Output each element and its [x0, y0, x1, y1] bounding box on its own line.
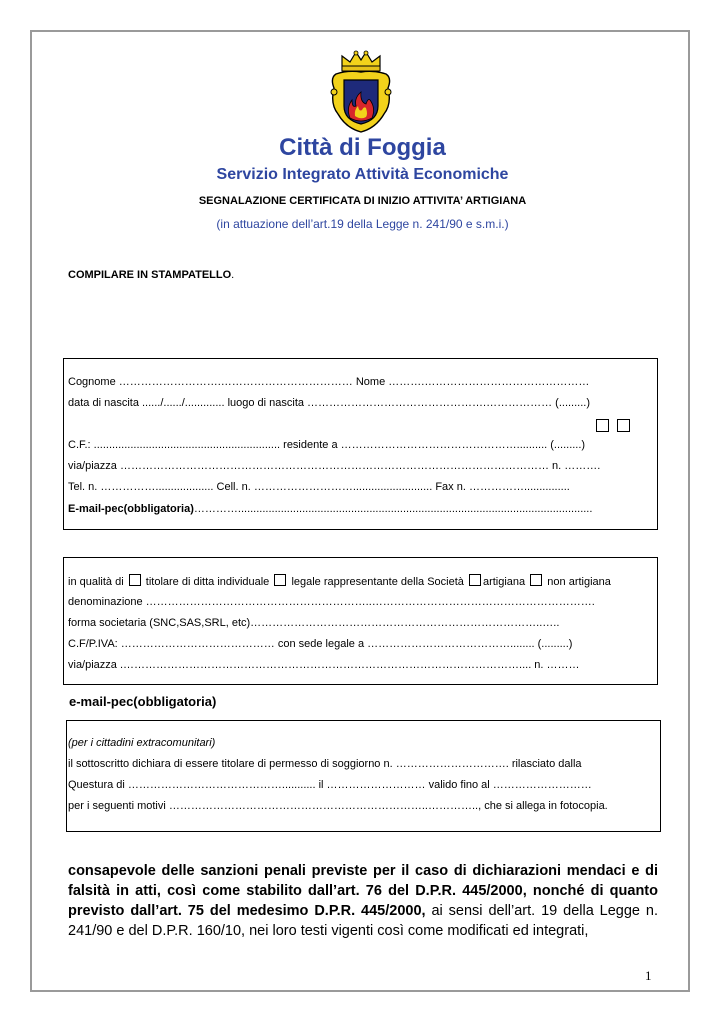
company-form-line[interactable]: forma societaria (SNC,SAS,SRL, etc)……………………………………………………………………..…..: [68, 617, 560, 629]
company-address-line[interactable]: via/piazza .……………………………………………………………………………………………….... n. ………: [68, 659, 580, 671]
form-title: SEGNALAZIONE CERTIFICATA DI INIZIO ATTIVITA’ ARTIGIANA: [198, 195, 527, 207]
capacity-line: in qualità di titolare di ditta individuale legale rappresentante della Società artigiana non artigiana: [68, 576, 611, 588]
company-name-line[interactable]: denominazione ……………………………………………………..…………………………………………………….: [68, 596, 595, 608]
page-number: 1: [645, 968, 652, 983]
police-line[interactable]: Questura di ……………………………………........... il ……………………… valido fino al ………………………: [68, 779, 592, 791]
law-subtitle: (in attuazione dell’art.19 della Legge n. 241/90 e s.m.i.): [216, 217, 509, 231]
checkbox-individual[interactable]: [129, 574, 141, 586]
tax-code-residence-line[interactable]: C.F.: ............................................................. residente a ………………………………………….......... (.........): [68, 439, 586, 451]
checkbox-1[interactable]: [596, 419, 609, 432]
reasons-line[interactable]: per i seguenti motivi ……………………………………………………………..………….., che si allega in fotocopia.: [68, 800, 608, 812]
checkbox-non-artisan[interactable]: [530, 574, 542, 586]
checkbox-legal-rep[interactable]: [274, 574, 286, 586]
checkbox-pair: [596, 418, 638, 436]
declaration-paragraph: consapevole delle sanzioni penali previste per il caso di dichiarazioni mendaci e di falsità in atti, così come stabilito dall’art. 76 del D.P.R. 445/2000, nonché di quanto previsto dall’art. 75 del medesimo D.P.R. 445/2000, ai sensi dell’art. 19 della Legge n. 241/90 e del D.P.R. 160/10, nei loro testi vigenti così come modificati ed integrati,: [68, 863, 658, 939]
fill-instruction: COMPILARE IN STAMPATELLO.: [68, 269, 235, 281]
birth-line[interactable]: data di nascita ....../....../............. luogo di nascita ………………………………………….……………… (.........): [68, 397, 591, 409]
vat-seat-line[interactable]: C.F/P.IVA: …………………………………… con sede legale a …………………………………........ (.........): [68, 638, 573, 650]
service-title: Servizio Integrato Attività Economiche: [216, 166, 509, 183]
email-pec-line[interactable]: E-mail-pec(obbligatoria)…………....................................................................................................................: [68, 503, 593, 515]
phone-line[interactable]: Tel. n. ……………................... Cell. n. ……………………….......................... Fax n. ……………...............: [68, 481, 570, 493]
email-pec-label: E-mail-pec(obbligatoria): [68, 503, 194, 515]
city-title: Città di Foggia: [279, 134, 446, 161]
checkbox-2[interactable]: [617, 419, 630, 432]
address-line[interactable]: via/piazza ……………………………………………………………………………………………………… n. ……….: [68, 460, 601, 472]
checkbox-artisan[interactable]: [469, 574, 481, 586]
permit-line[interactable]: il sottoscritto dichiara di essere titolare di permesso di soggiorno n. …………………………. rilasciato dalla: [68, 758, 582, 770]
email-pec-heading: e-mail-pec(obbligatoria): [69, 694, 217, 709]
city-crest-logo: [328, 48, 394, 134]
surname-name-line[interactable]: Cognome ……………………….……………………………… Nome ……….………………………………………: [68, 376, 590, 388]
foreign-note: (per i cittadini extracomunitari): [68, 737, 216, 749]
